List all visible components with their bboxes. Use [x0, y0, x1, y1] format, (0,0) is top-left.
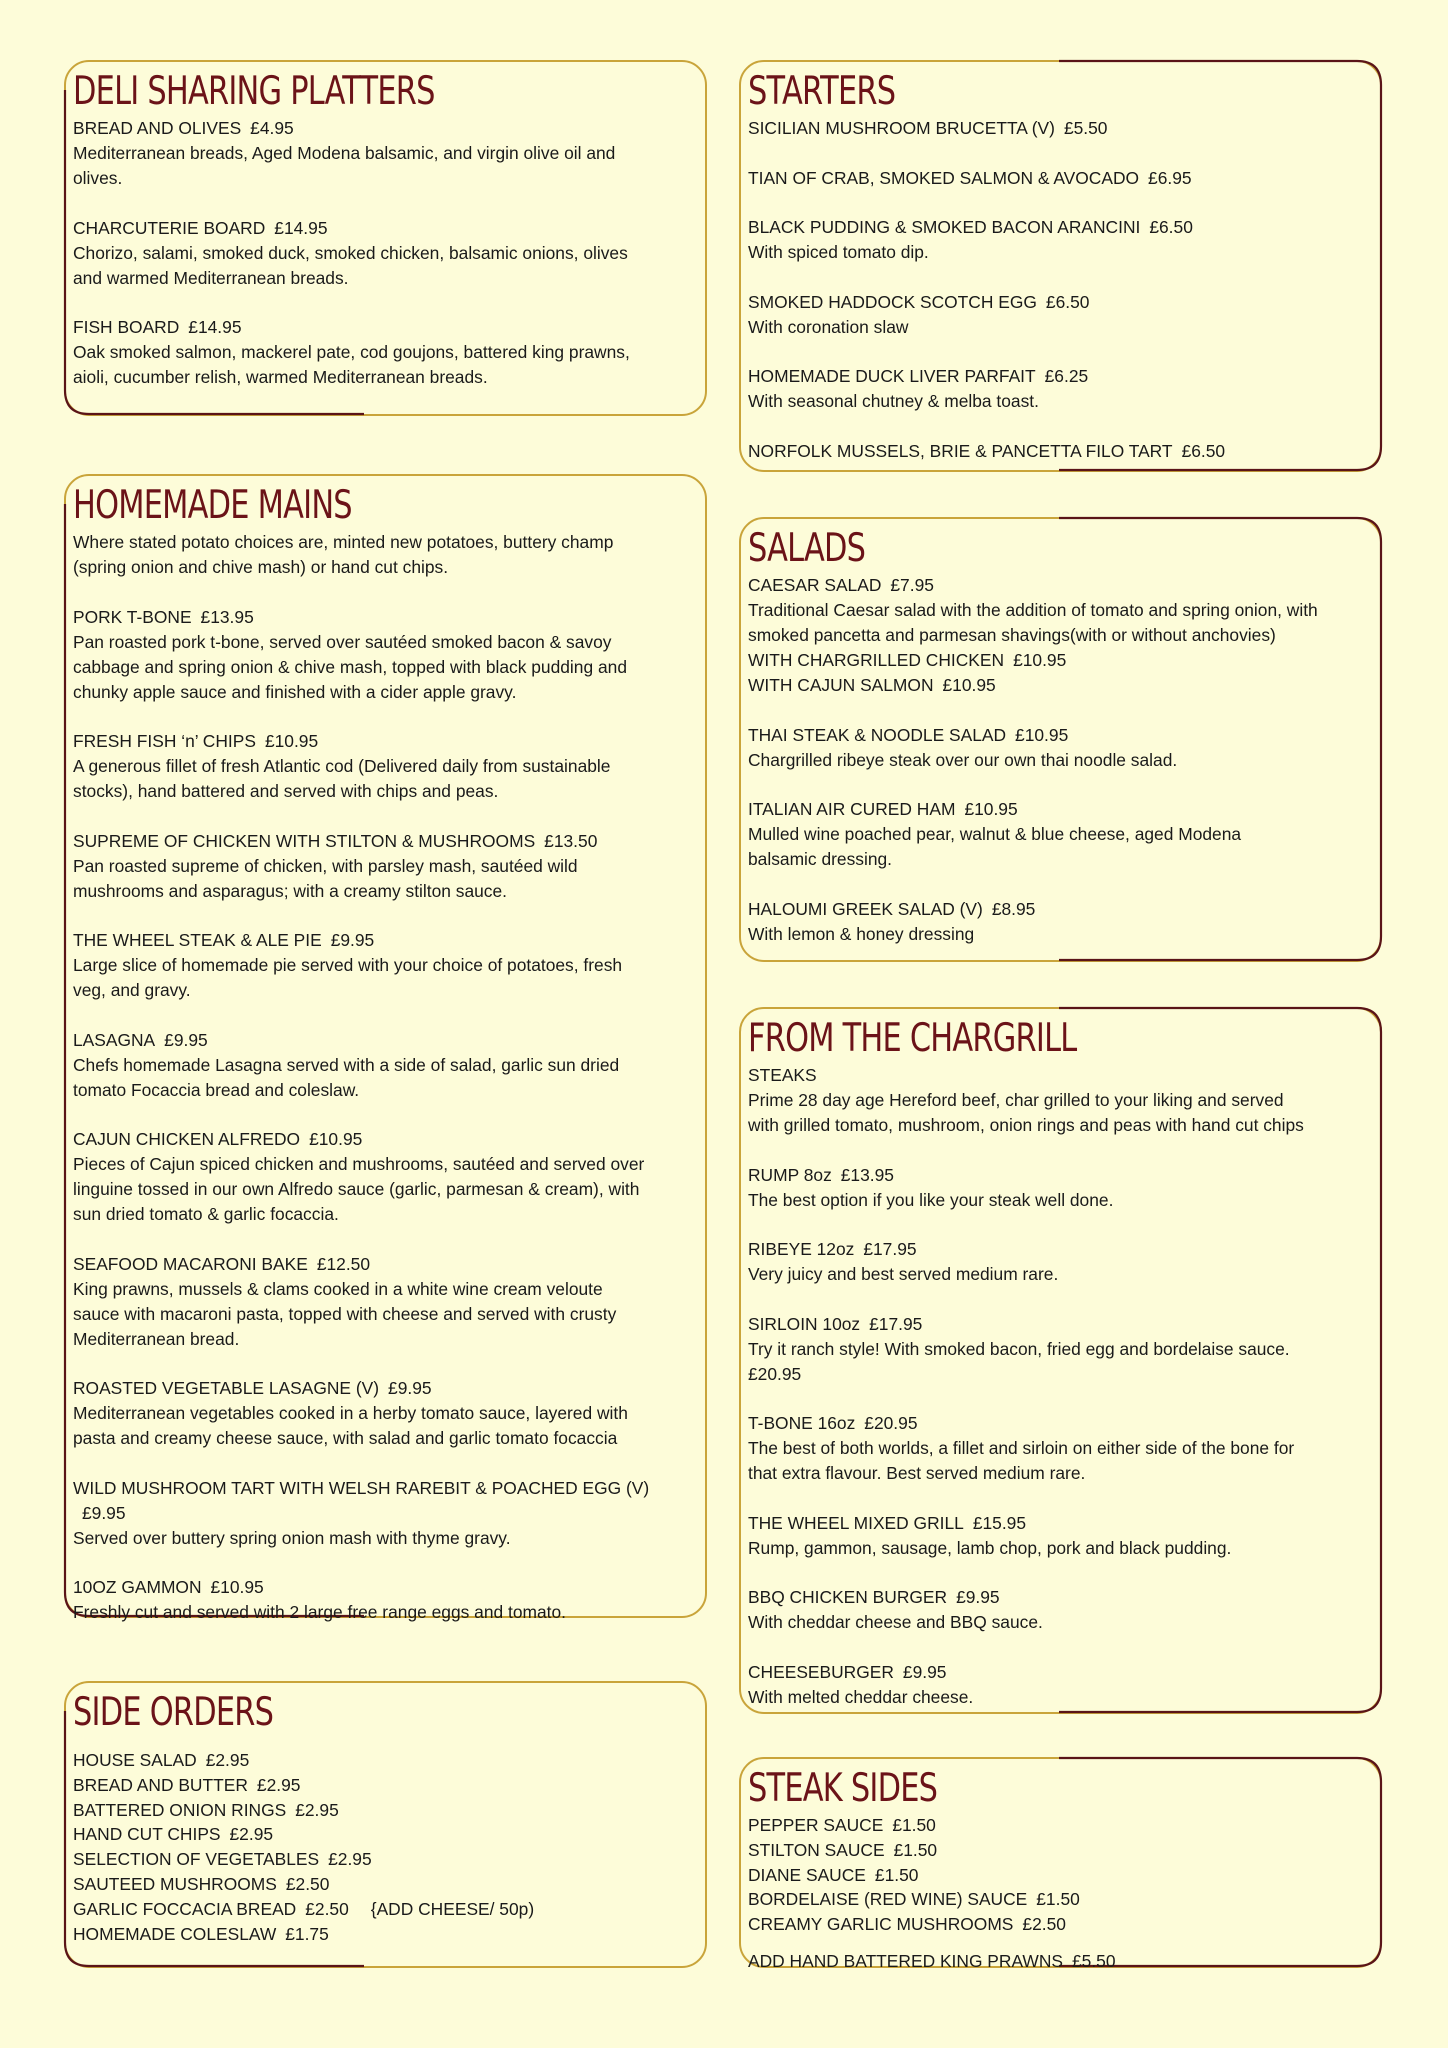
item-name: T-BONE 16oz: [748, 1413, 856, 1433]
item-name: THAI STEAK & NOODLE SALAD: [748, 724, 1007, 745]
intro-text: [73, 530, 699, 580]
item-note: {ADD CHEESE/ 50p): [370, 1898, 535, 1919]
item-price: £6.25: [1044, 366, 1089, 386]
item-heading: [748, 116, 1374, 141]
item-heading: [748, 1411, 1374, 1436]
item-description: Served over buttery spring onion mash with thyme gravy.: [73, 1527, 511, 1548]
item-description: With lemon & honey dressing: [748, 923, 975, 944]
item-name: PORK T-BONE: [73, 606, 192, 627]
menu-list: [73, 116, 699, 390]
item-price: £6.50: [1181, 440, 1226, 461]
item-price: £9.95: [82, 1502, 126, 1523]
spacer: [748, 191, 1374, 216]
item-description: Pan roasted supreme of chicken, with parsley mash, sautéed wild: [73, 855, 578, 876]
item-price: £13.95: [200, 606, 254, 627]
item-name: FRESH FISH ‘n’ CHIPS: [73, 731, 256, 751]
spacer: [748, 1486, 1374, 1511]
item-name: SMOKED HADDOCK SCOTCH EGG: [748, 291, 1037, 312]
item-price: £17.95: [863, 1239, 917, 1259]
spacer: [73, 1737, 699, 1748]
item-name: WILD MUSHROOM TART WITH WELSH RAREBIT & POACHED EGG (V): [73, 1477, 650, 1498]
item-name: ADD HAND BATTERED KING PRAWNS: [748, 1950, 1063, 1971]
item-price: £2.95: [256, 1774, 301, 1795]
menu-item: [73, 116, 699, 191]
item-description: olives.: [73, 168, 123, 188]
chargrill-panel: [739, 1007, 1382, 1714]
spacer: [748, 1213, 1374, 1238]
item-price: £9.95: [330, 930, 375, 950]
item-name: CAESAR SALAD: [748, 575, 882, 595]
item-name: SEAFOOD MACARONI BAKE: [73, 1253, 308, 1274]
spacer: [73, 1003, 699, 1028]
side-orders-panel: [64, 1681, 707, 1968]
menu-item: [748, 1585, 1374, 1635]
item-description: With cheddar cheese and BBQ sauce.: [748, 1612, 1043, 1632]
item-description: The best option if you like your steak well done.: [748, 1189, 1114, 1210]
spacer: [748, 1387, 1374, 1412]
starters-panel: [739, 60, 1382, 472]
panel-content: [739, 1007, 1382, 1710]
item-description: and warmed Mediterranean breads.: [73, 267, 349, 288]
item-description: With melted cheddar cheese.: [748, 1686, 974, 1707]
menu-item: [73, 1476, 699, 1551]
menu-item: [748, 1511, 1374, 1561]
item-heading: [73, 829, 699, 854]
item-price: £12.50: [316, 1253, 371, 1274]
item-heading: [748, 1237, 1374, 1262]
item-price: £9.95: [902, 1661, 947, 1682]
menu-item: [73, 1376, 699, 1451]
item-price: £7.95: [890, 575, 934, 595]
item-price: £1.50: [892, 1815, 936, 1835]
item-price: £14.95: [274, 217, 328, 238]
item-price: £1.50: [1036, 1889, 1080, 1910]
item-name: HAND CUT CHIPS: [73, 1824, 221, 1845]
menu-item: [748, 1063, 1374, 1138]
item-heading: [748, 673, 1374, 698]
item-name: BATTERED ONION RINGS: [73, 1799, 287, 1820]
item-price: £1.50: [893, 1839, 938, 1860]
panel-content: [64, 1681, 707, 1946]
side-item: [73, 1773, 699, 1798]
item-price: £10.95: [942, 675, 996, 695]
item-name: HALOUMI GREEK SALAD (V): [748, 898, 983, 919]
spacer: [73, 904, 699, 929]
item-description: Traditional Caesar salad with the addition of tomato and spring onion, with: [748, 600, 1318, 620]
item-price: £14.95: [188, 317, 242, 337]
spacer: [73, 1103, 699, 1128]
item-description: Rump, gammon, sausage, lamb chop, pork and black pudding.: [748, 1537, 1232, 1558]
item-description: Try it ranch style! With smoked bacon, fried egg and bordelaise sauce.: [748, 1338, 1290, 1359]
menu-item: [73, 605, 699, 705]
menu-item: [73, 729, 699, 804]
item-name: TIAN OF CRAB, SMOKED SALMON & AVOCADO: [748, 167, 1140, 188]
item-name: BLACK PUDDING & SMOKED BACON ARANCINI: [748, 217, 1141, 237]
panel-content: [739, 517, 1382, 947]
homemade-mains-panel: [64, 474, 707, 1622]
salads-panel: [739, 517, 1382, 962]
item-heading: [748, 364, 1374, 389]
item-description: Chorizo, salami, smoked duck, smoked chicken, balsamic onions, olives: [73, 242, 628, 263]
menu-item: [748, 1660, 1374, 1710]
item-description: Chargrilled ribeye steak over our own thai noodle salad.: [748, 749, 1178, 770]
item-description: A generous fillet of fresh Atlantic cod (Delivered daily from sustainable: [73, 756, 611, 776]
item-name: CHEESEBURGER: [748, 1661, 894, 1682]
item-price: £10.95: [1013, 650, 1067, 670]
section-title: STARTERS: [748, 69, 896, 114]
section-title: DELI SHARING PLATTERS: [73, 69, 435, 114]
side-item: [73, 1872, 699, 1897]
spacer: [748, 1561, 1374, 1586]
item-price: £8.95: [991, 898, 1036, 919]
side-item: [73, 1748, 699, 1773]
menu-item: [748, 1312, 1374, 1387]
panel-content: [739, 1757, 1382, 1974]
item-price: £6.95: [1148, 167, 1192, 188]
item-heading: [73, 1127, 699, 1152]
item-description: chunky apple sauce and finished with a cider apple gravy.: [73, 681, 517, 702]
item-description: Chefs homemade Lasagna served with a side of salad, garlic sun dried: [73, 1054, 620, 1075]
item-description: Mediterranean vegetables cooked in a herby tomato sauce, layered with: [73, 1403, 628, 1423]
menu-item: [748, 1237, 1374, 1287]
menu-item: [748, 116, 1374, 141]
item-price: £2.50: [305, 1898, 349, 1919]
item-name: SIRLOIN 10oz: [748, 1313, 861, 1334]
side-item: [73, 1822, 699, 1847]
menu-list: [73, 605, 699, 1626]
item-description: Mediterranean breads, Aged Modena balsamic, and virgin olive oil and: [73, 143, 616, 163]
item-description: aioli, cucumber relish, warmed Mediterranean breads.: [73, 367, 488, 387]
side-item: [748, 1887, 1374, 1912]
item-description: pasta and creamy cheese sauce, with salad and garlic tomato focaccia: [73, 1428, 618, 1448]
item-description: Oak smoked salmon, mackerel pate, cod goujons, battered king prawns,: [73, 342, 630, 362]
menu-item: [748, 364, 1374, 414]
item-heading: [748, 1511, 1374, 1536]
item-name: CAJUN CHICKEN ALFREDO: [73, 1129, 301, 1149]
spacer: [73, 705, 699, 730]
item-name: SAUTEED MUSHROOMS: [73, 1873, 277, 1894]
item-price: £2.50: [1022, 1914, 1066, 1935]
item-heading: [73, 605, 699, 630]
side-item: [748, 1863, 1374, 1888]
item-heading: [73, 1575, 699, 1600]
spacer: [748, 1635, 1374, 1660]
item-price: £10.95: [264, 731, 319, 751]
intro-line: (spring onion and chive mash) or hand cut chips.: [73, 557, 449, 577]
item-name: SICILIAN MUSHROOM BRUCETTA (V): [748, 118, 1055, 138]
item-name: RIBEYE 12oz: [748, 1239, 855, 1259]
item-description: balsamic dressing.: [748, 849, 893, 869]
spacer: [748, 340, 1374, 365]
section-title: SALADS: [748, 526, 866, 571]
item-price: £5.50: [1072, 1950, 1116, 1971]
menu-item: [748, 166, 1374, 191]
item-price: £17.95: [869, 1313, 923, 1334]
item-price: £2.95: [295, 1799, 339, 1820]
item-heading: [748, 1063, 1374, 1088]
spacer: [73, 1551, 699, 1576]
item-name: BBQ CHICKEN BURGER: [748, 1587, 948, 1607]
item-description: linguine tossed in our own Alfredo sauce (garlic, parmesan & cream), with: [73, 1179, 640, 1199]
item-name: NORFOLK MUSSELS, BRIE & PANCETTA FILO TART: [748, 440, 1173, 461]
item-description: stocks), hand battered and served with chips and peas.: [73, 781, 499, 801]
item-price: £9.95: [164, 1029, 208, 1050]
deli-sharing-platters-panel: [64, 60, 707, 416]
panel-content: [64, 474, 707, 1625]
item-name: HOMEMADE DUCK LIVER PARFAIT: [748, 366, 1036, 386]
item-name: HOUSE SALAD: [73, 1750, 197, 1770]
side-item: [73, 1798, 699, 1823]
item-price: £6.50: [1149, 217, 1193, 237]
item-description: mushrooms and asparagus; with a creamy stilton sauce.: [73, 880, 508, 901]
side-item: [73, 1897, 699, 1922]
section-title: HOMEMADE MAINS: [73, 483, 352, 528]
section-title: SIDE ORDERS: [73, 1690, 274, 1735]
section-title: STEAK SIDES: [748, 1766, 938, 1811]
menu-item: [73, 1028, 699, 1103]
spacer: [73, 1451, 699, 1476]
item-price: £9.95: [956, 1587, 1000, 1607]
side-list: [73, 1748, 699, 1946]
item-heading: [748, 1163, 1374, 1188]
spacer: [748, 141, 1374, 166]
item-heading: [748, 290, 1374, 315]
item-description: King prawns, mussels & clams cooked in a white wine cream veloute: [73, 1278, 603, 1299]
menu-list: [748, 116, 1374, 464]
item-description: With seasonal chutney & melba toast.: [748, 391, 1039, 411]
item-description: Mediterranean bread.: [73, 1328, 240, 1349]
item-price: £2.50: [285, 1873, 330, 1894]
spacer: [73, 804, 699, 829]
item-price: £10.95: [309, 1129, 363, 1149]
spacer: [73, 191, 699, 216]
item-heading: [73, 216, 699, 241]
item-name: THE WHEEL MIXED GRILL: [748, 1512, 964, 1533]
item-price: £13.95: [840, 1164, 894, 1185]
spacer: [748, 1138, 1374, 1163]
item-description: sun dried tomato & garlic focaccia.: [73, 1204, 339, 1224]
menu-item: [748, 215, 1374, 265]
item-description: tomato Focaccia bread and coleslaw.: [73, 1079, 360, 1100]
item-description: Pan roasted pork t-bone, served over sautéed smoked bacon & savoy: [73, 631, 612, 652]
menu-item: [73, 928, 699, 1003]
item-price: £1.75: [285, 1923, 329, 1944]
item-price: £2.95: [205, 1750, 250, 1770]
item-heading: [748, 723, 1374, 748]
side-item: [748, 1838, 1374, 1863]
spacer: [748, 1287, 1374, 1312]
spacer: [748, 698, 1374, 723]
item-heading: [748, 573, 1374, 598]
item-name: PEPPER SAUCE: [748, 1815, 884, 1835]
item-price: £9.95: [388, 1378, 432, 1398]
item-name: FISH BOARD: [73, 317, 180, 337]
item-heading: [748, 215, 1374, 240]
item-name: ITALIAN AIR CURED HAM: [748, 799, 956, 819]
item-description: The best of both worlds, a fillet and sirloin on either side of the bone for: [748, 1438, 1295, 1458]
side-item: [73, 1922, 699, 1947]
item-description: With coronation slaw: [748, 316, 909, 337]
item-name: BORDELAISE (RED WINE) SAUCE: [748, 1889, 1028, 1910]
item-price: £4.95: [250, 118, 294, 138]
side-item: [748, 1912, 1374, 1937]
panel-content: [64, 60, 707, 390]
menu-item: [73, 216, 699, 291]
item-name: HOMEMADE COLESLAW: [73, 1923, 277, 1944]
spacer: [748, 872, 1374, 897]
item-heading: [73, 1376, 699, 1401]
item-price: £2.95: [328, 1849, 372, 1870]
item-heading: [73, 1476, 699, 1526]
item-name: BREAD AND OLIVES: [73, 118, 242, 138]
item-description: £20.95: [748, 1363, 802, 1384]
panel-content: [739, 60, 1382, 464]
item-name: RUMP 8oz: [748, 1164, 832, 1185]
item-heading: [748, 439, 1374, 464]
item-description: With spiced tomato dip.: [748, 242, 929, 262]
item-name: WITH CHARGRILLED CHICKEN: [748, 650, 1005, 670]
menu-item: [748, 1163, 1374, 1213]
menu-item: [73, 829, 699, 904]
item-name: CHARCUTERIE BOARD: [73, 217, 266, 238]
item-name: CREAMY GARLIC MUSHROOMS: [748, 1914, 1014, 1935]
item-price: £13.50: [544, 830, 598, 851]
section-title: FROM THE CHARGRILL: [748, 1016, 1077, 1061]
spacer: [748, 414, 1374, 439]
item-heading: [73, 729, 699, 754]
item-heading: [73, 116, 699, 141]
steak-sides-panel: [739, 1757, 1382, 1971]
menu-item: [73, 1252, 699, 1352]
item-name: DIANE SAUCE: [748, 1864, 866, 1885]
item-price: £10.95: [1015, 724, 1069, 745]
item-description: Large slice of homemade pie served with your choice of potatoes, fresh: [73, 955, 623, 975]
item-description: veg, and gravy.: [73, 980, 191, 1000]
item-description: sauce with macaroni pasta, topped with cheese and served with crusty: [73, 1303, 617, 1324]
item-name: LASAGNA: [73, 1029, 156, 1050]
item-name: GARLIC FOCCACIA BREAD: [73, 1898, 297, 1919]
menu-list: [748, 1063, 1374, 1710]
item-heading: [73, 928, 699, 953]
menu-list: [748, 573, 1374, 947]
side-item: [748, 1813, 1374, 1838]
menu-item: [73, 1575, 699, 1625]
menu-item: [748, 573, 1374, 698]
menu-item: [748, 1411, 1374, 1486]
item-name: SELECTION OF VEGETABLES: [73, 1849, 320, 1870]
king-prawns-addon: [748, 1949, 1374, 1974]
item-name: THE WHEEL STEAK & ALE PIE: [73, 930, 322, 950]
item-price: £10.95: [964, 799, 1018, 819]
sauce-list: [748, 1813, 1374, 1937]
spacer: [748, 1937, 1374, 1949]
item-description: cabbage and spring onion & chive mash, topped with black pudding and: [73, 656, 627, 677]
item-heading: [73, 1252, 699, 1277]
spacer: [73, 580, 699, 605]
item-price: £1.50: [874, 1864, 919, 1885]
item-description: Prime 28 day age Hereford beef, char grilled to your liking and served: [748, 1090, 1284, 1110]
item-name: ROASTED VEGETABLE LASAGNE (V): [73, 1378, 380, 1398]
menu-item: [73, 315, 699, 390]
item-description: Mulled wine poached pear, walnut & blue cheese, aged Modena: [748, 824, 1242, 844]
spacer: [73, 1227, 699, 1252]
menu-item: [748, 439, 1374, 464]
item-heading: [748, 1660, 1374, 1685]
item-heading: [748, 1585, 1374, 1610]
item-name: STEAKS: [748, 1065, 817, 1085]
menu-item: [73, 1127, 699, 1227]
item-price: £5.50: [1063, 118, 1108, 138]
item-price: £2.95: [229, 1824, 274, 1845]
item-description: smoked pancetta and parmesan shavings(with or without anchovies): [748, 625, 1276, 645]
item-name: SUPREME OF CHICKEN WITH STILTON & MUSHROOMS: [73, 830, 536, 851]
side-item: [73, 1847, 699, 1872]
item-price: £15.95: [972, 1512, 1027, 1533]
item-heading: [748, 1312, 1374, 1337]
menu-item: [748, 290, 1374, 340]
item-heading: [748, 166, 1374, 191]
item-heading: [73, 1028, 699, 1053]
item-heading: [748, 648, 1374, 673]
item-name: BREAD AND BUTTER: [73, 1774, 248, 1795]
menu-item: [748, 797, 1374, 872]
spacer: [748, 265, 1374, 290]
item-description: Very juicy and best served medium rare.: [748, 1264, 1059, 1284]
menu-item: [748, 723, 1374, 773]
spacer: [748, 773, 1374, 798]
item-description: with grilled tomato, mushroom, onion rings and peas with hand cut chips: [748, 1115, 1304, 1135]
item-price: £10.95: [210, 1577, 264, 1597]
spacer: [73, 1352, 699, 1377]
item-description: Freshly cut and served with 2 large free range eggs and tomato.: [73, 1602, 567, 1622]
item-name: STILTON SAUCE: [748, 1839, 885, 1860]
item-name: 10OZ GAMMON: [73, 1577, 202, 1597]
item-price: £6.50: [1045, 291, 1090, 312]
item-name: WITH CAJUN SALMON: [748, 675, 934, 695]
item-price: £20.95: [864, 1413, 918, 1433]
item-heading: [73, 315, 699, 340]
item-description: Pieces of Cajun spiced chicken and mushrooms, sautéed and served over: [73, 1154, 645, 1174]
item-heading: [748, 797, 1374, 822]
item-heading: [748, 897, 1374, 922]
item-description: that extra flavour. Best served medium rare.: [748, 1463, 1086, 1483]
menu-item: [748, 897, 1374, 947]
intro-line: Where stated potato choices are, minted new potatoes, buttery champ: [73, 532, 614, 552]
spacer: [73, 291, 699, 316]
